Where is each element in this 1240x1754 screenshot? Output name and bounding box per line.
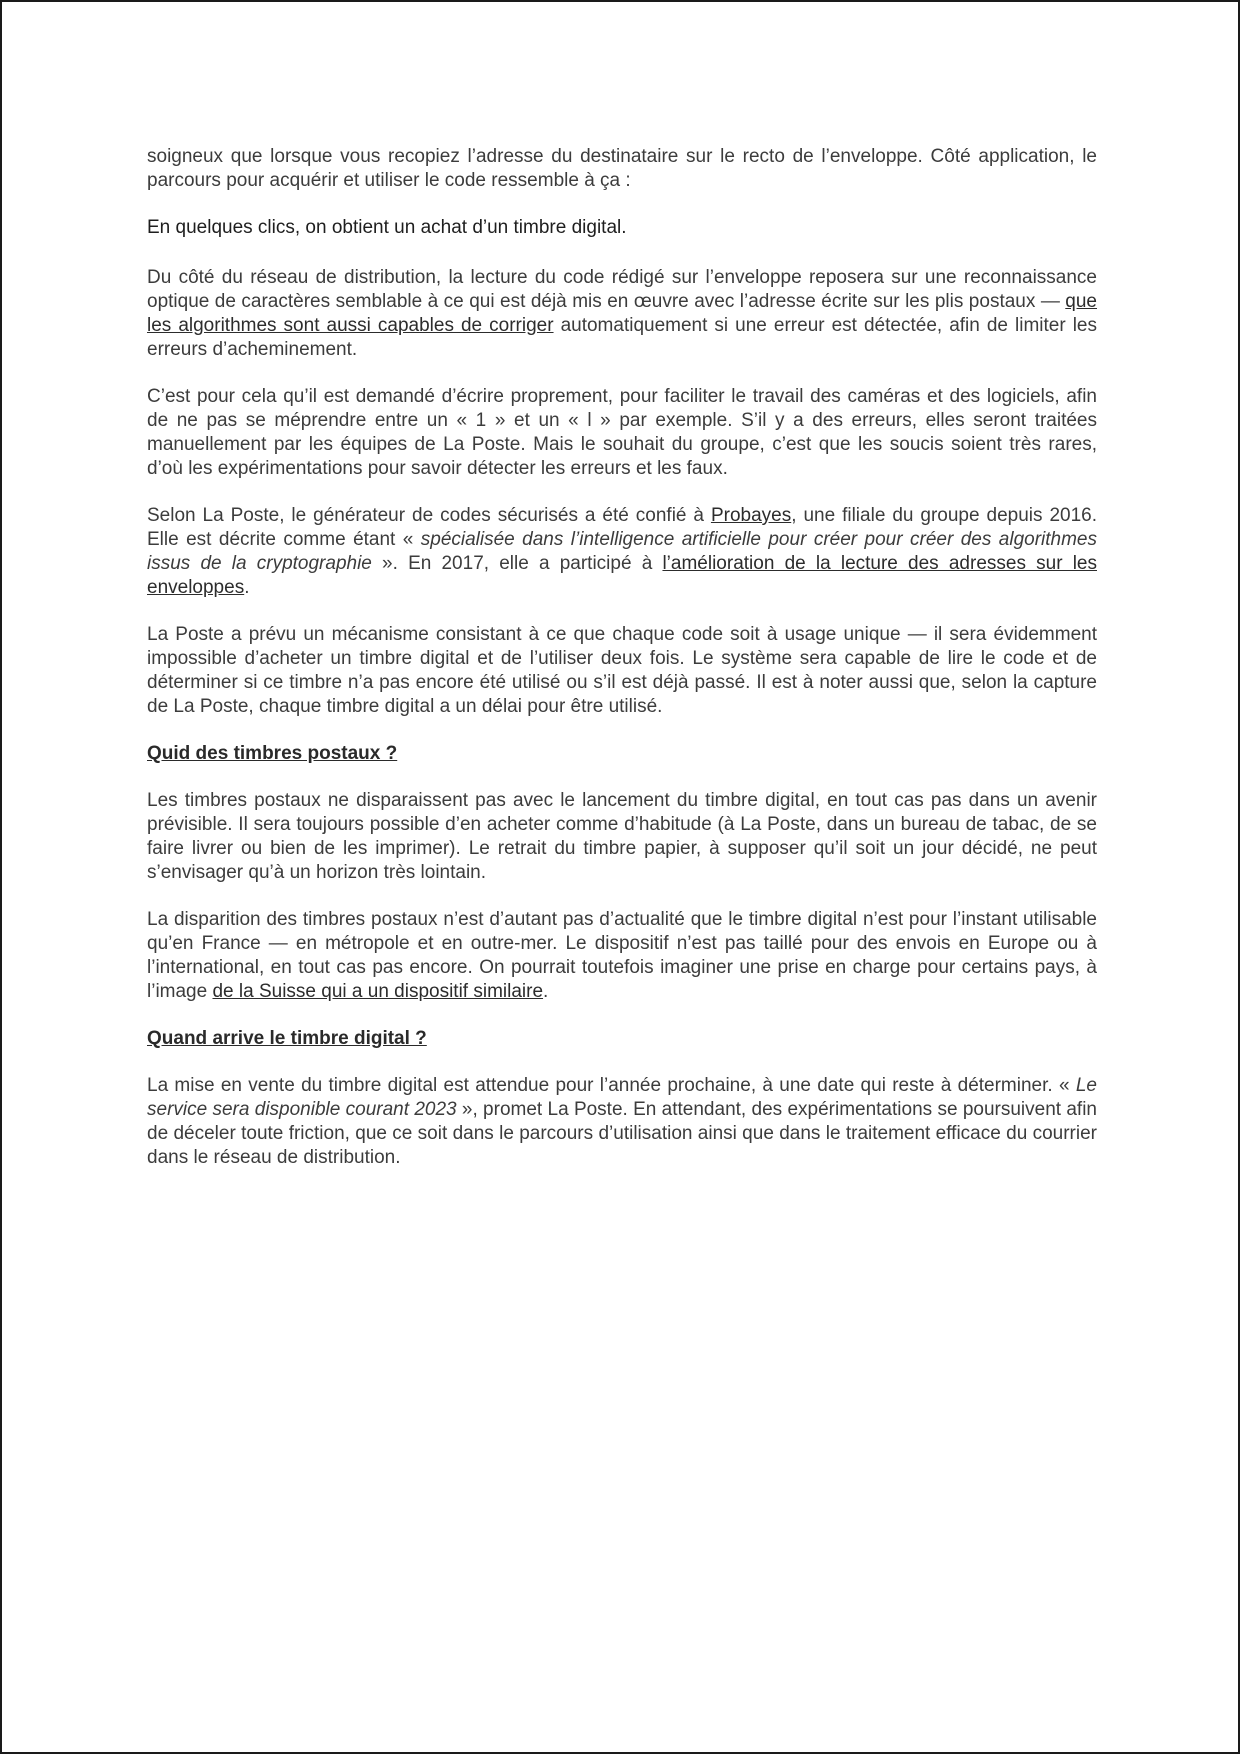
paragraph-single-use: La Poste a prévu un mécanisme consistant à ce que chaque code soit à usage unique — il sera évidemment impossible d’acheter un timbre digital et de l’utiliser deux fois. Le système sera capable de lire le code et de déterminer si ce timbre n’a pas encore été utilisé ou s’il est déjà passé. Il est à noter aussi que, selon la capture de La Poste, chaque timbre digital a un délai pour être utilisé. <box>147 624 1097 717</box>
quote-text: Le service sera disponible courant 2023 <box>147 1075 1097 1120</box>
document-body <box>147 145 1097 1193</box>
section-heading-release-date: Quand arrive le timbre digital ? <box>147 1028 427 1049</box>
section-heading-postal-stamps: Quid des timbres postaux ? <box>147 743 398 764</box>
paragraph-text: La mise en vente du timbre digital est attendue pour l’année prochaine, à une date qui reste à déterminer. « <box>147 1075 1076 1096</box>
paragraph-quick-purchase: En quelques clics, on obtient un achat d’un timbre digital. <box>147 217 627 238</box>
paragraph-text: Selon La Poste, le générateur de codes sécurisés a été confié à <box>147 505 711 526</box>
paragraph-text: ». En 2017, elle a participé à <box>371 553 663 574</box>
paragraph-stamps-remain: Les timbres postaux ne disparaissent pas avec le lancement du timbre digital, en tout cas pas dans un avenir prévisible. Il sera toujours possible d’en acheter comme d’habitude (à La Poste, dans un bureau de tabac, de se faire livrer ou bien de les imprimer). Le retrait du timbre papier, à supposer qu’il soit un jour décidé, ne peut s’envisager qu’à un horizon très lointain. <box>147 790 1097 883</box>
paragraph-launch <box>147 1074 1097 1170</box>
paragraph-text: . <box>244 577 250 598</box>
paragraph-france-only <box>147 908 1097 1004</box>
link-address-reading[interactable]: l’amélioration de la lecture des adresses sur les enveloppes <box>147 553 1097 598</box>
paragraph-distribution-network <box>147 266 1097 362</box>
paragraph-app-journey: soigneux que lorsque vous recopiez l’adresse du destinataire sur le recto de l’enveloppe. Côté application, le parcours pour acquérir et utiliser le code ressemble à ça : <box>147 146 1097 191</box>
quote-text: spécialisée dans l’intelligence artificielle pour créer pour créer des algorithmes issus de la cryptographie <box>147 529 1097 574</box>
paragraph-text: La disparition des timbres postaux n’est d’autant pas d’actualité que le timbre digital n’est pour l’instant utilisable qu’en France — en métropole et en outre-mer. Le dispositif n’est pas taillé pour des envois en Europe ou à l’international, en tout cas pas encore. On pourrait toutefois imaginer une prise en charge pour certains pays, à l’image <box>147 909 1097 1002</box>
link-algorithms-correct[interactable]: que les algorithmes sont aussi capables de corriger <box>147 291 1097 336</box>
link-probayes[interactable]: Probayes <box>710 505 792 526</box>
paragraph-text: automatiquement si une erreur est détectée, afin de limiter les erreurs d’acheminement. <box>147 315 1097 360</box>
paragraph-text: Du côté du réseau de distribution, la lecture du code rédigé sur l’enveloppe reposera sur une reconnaissance optique de caractères semblable à ce qui est déjà mis en œuvre avec l’adresse écrite sur les plis postaux — <box>147 267 1097 312</box>
paragraph-write-clearly: C’est pour cela qu’il est demandé d’écrire proprement, pour faciliter le travail des caméras et des logiciels, afin de ne pas se méprendre entre un « 1 » et un « l » par exemple. S’il y a des erreurs, elles seront traitées manuellement par les équipes de La Poste. Mais le souhait du groupe, c’est que les soucis soient très rares, d’où les expérimentations pour savoir détecter les erreurs et les faux. <box>147 386 1097 479</box>
paragraph-text: , une filiale du groupe depuis 2016. Elle est décrite comme étant « <box>147 505 1097 550</box>
link-switzerland[interactable]: de la Suisse qui a un dispositif similaire <box>212 981 544 1002</box>
paragraph-text: . <box>543 981 549 1002</box>
paragraph-code-generator <box>147 504 1097 600</box>
paragraph-text: », promet La Poste. En attendant, des expérimentations se poursuivent afin de déceler toute friction, que ce soit dans le parcours d’utilisation ainsi que dans le traitement efficace du courrier dans le réseau de distribution. <box>147 1099 1097 1168</box>
